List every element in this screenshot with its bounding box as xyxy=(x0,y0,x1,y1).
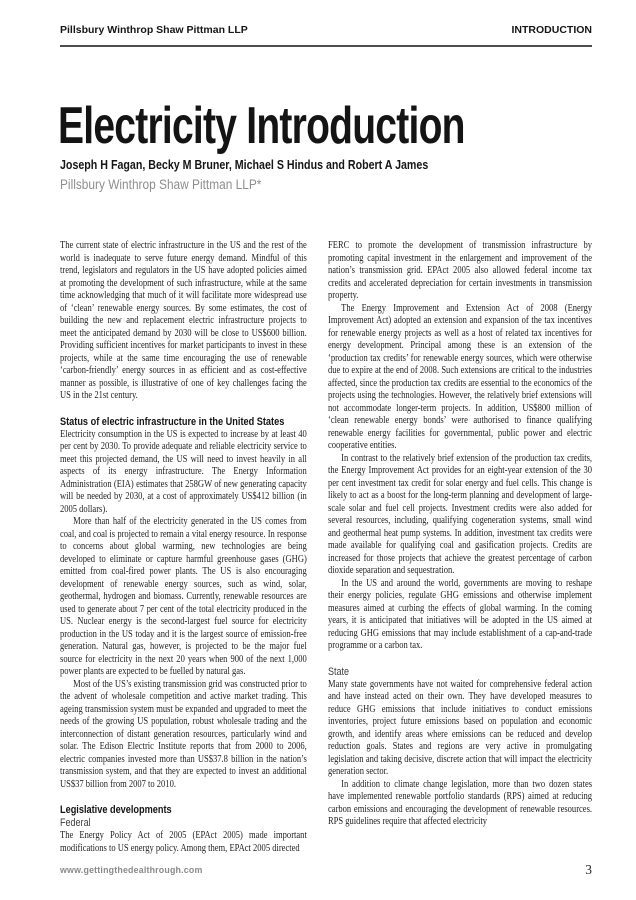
body-paragraph: Electricity consumption in the US is expected to increase by at least 40 per cent by 2030. To provide adequate and reliable electricity service to meet this projected demand, the US will need to invest heavily in all aspects of its energy infrastructure. The Energy Information Administration (EIA) estimates that 258GW of new generating capacity will be needed by 2030, at a cost of approximately US$412 billion (in 2005 dollars). xyxy=(60,428,307,515)
body-paragraph: More than half of the electricity generated in the US comes from coal, and coal is projected to remain a vital energy resource. In response to concerns about global warming, new technologies are being developed to eliminate or capture harmful greenhouse gases (GHG) emitted from coal-fired power plants. The US is also encouraging development of renewable energy sources, such as wind, solar, geothermal, hydrogen and biomass. Currently, renewable resources are used to generate about 7 per cent of the total electricity produced in the US. Nuclear energy is the second-largest fuel source for electricity production in the US today and it is the largest source of emission-free generation. Natural gas, however, is projected to be the major fuel source for electricity in the next 20 years when 900 of the next 1,000 power plants are expected to be fuelled by natural gas. xyxy=(60,516,307,677)
sub-heading: Federal xyxy=(60,817,91,829)
footer-url: www.gettingthedealthrough.com xyxy=(60,865,203,876)
body-paragraph: In addition to climate change legislation, more than two dozen states have implemented renewable portfolio standards (RPS) aimed at reducing carbon emissions and encouraging the development of renewable resources. RPS guidelines require that affected electricity xyxy=(328,778,593,827)
section-heading: Legislative developments xyxy=(60,804,172,816)
header-section-label: INTRODUCTION xyxy=(511,24,592,36)
right-column xyxy=(328,240,592,829)
header-rule xyxy=(60,45,592,47)
body-paragraph: FERC to promote the development of transmission infrastructure by promoting capital investment in the enlargement and improvement of the nation’s transmission grid. EPAct 2005 also allowed federal income tax credits and accelerated depreciation for certain investments in transmission property. xyxy=(328,240,593,301)
page-title: Electricity Introduction xyxy=(58,97,465,155)
body-paragraph: The current state of electric infrastructure in the US and the rest of the world is inadequate to serve future energy demand. Mindful of this trend, legislators and regulators in the US have adopted policies aimed at promoting the development of such infrastructure, while at the same time acknowledging that much of it will facilitate more widespread use of ‘clean’ renewable energy sources. By some estimates, the cost of building the new and replacement electric infrastructure projects to meet the anticipated demand by 2030 will be close to US$600 billion. Providing sufficient incentives for market participants to invest in these projects, while at the same time encouraging the use of renewable ‘carbon-friendly’ energy sources in as efficient and as cost-effective manner as possible, is illustrative of one of key challenges facing the US in the 21st century. xyxy=(60,240,307,401)
authors-line: Joseph H Fagan, Becky M Bruner, Michael S Hindus and Robert A James xyxy=(60,157,429,172)
body-paragraph: Many state governments have not waited for comprehensive federal action and have instead acted on their own. They have developed measures to reduce GHG emissions that include initiatives to conduct emissions inventories, project future emissions based on population and economic growth, and identify areas where emissions can be reduced and develop reduction goals. States and regions are very active in promulgating legislation and taking decisive, discrete action that will impact the electricity generation sector. xyxy=(328,678,593,777)
body-paragraph: In contrast to the relatively brief extension of the production tax credits, the Energy Improvement Act provides for an eight-year extension of the 30 per cent investment tax credit for solar energy and fuel cells. This change is likely to act as a boost for the long-term planning and development of large-scale solar and fuel cell projects. Investment credits were also added for several resources, including, qualifying cogeneration systems, small wind and geothermal heat pump systems. In addition, investment tax credits were made available for qualifying coal and gasification projects. Credits are increased for those projects that achieve the greatest percentage of carbon dioxide separation and sequestration. xyxy=(328,452,593,576)
section-heading: Status of electric infrastructure in the United States xyxy=(60,415,285,428)
left-column xyxy=(60,240,307,855)
body-paragraph: Most of the US’s existing transmission grid was constructed prior to the advent of wholesale competition and active market trading. This ageing transmission system must be expanded and upgraded to meet the needs of the growing US population, robust wholesale trading and the interconnection of distant generation resources, particularly wind and solar. The Edison Electric Institute reports that from 2000 to 2006, electric companies invested more than US$37.8 billion in the nation’s transmission system, and that they are expected to invest an additional US$37 billion from 2007 to 2010. xyxy=(60,678,307,790)
footer-page-number: 3 xyxy=(585,862,592,877)
body-paragraph: The Energy Improvement and Extension Act of 2008 (Energy Improvement Act) adopted an extension and expansion of the tax incentives for renewable energy projects as well as a host of related tax incentives for energy development. Principal among these is an extension of the ‘production tax credits’ for renewable energy sources, which were otherwise due to expire at the end of 2008. Such extensions are critical to the industries affected, since the production tax credits are essential to the economics of the projects using the technologies. However, the relatively brief extensions will not accommodate longer-term projects. In addition, US$800 million of ‘clean renewable energy bonds’ were authorised to finance qualifying renewable energy facilities for governmental, public power and electric cooperative entities. xyxy=(328,302,593,451)
affiliation-line: Pillsbury Winthrop Shaw Pittman LLP* xyxy=(60,177,262,192)
body-paragraph: In the US and around the world, governments are moving to reshape their energy policies, regulate GHG emissions and otherwise implement measures aimed at curbing the effects of global warming. In the coming years, it is anticipated that initiatives will be adopted in the US aimed at reducing GHG emissions that may include establishment of a cap-and-trade programme or a carbon tax. xyxy=(328,577,593,651)
sub-heading: State xyxy=(328,665,350,678)
body-columns xyxy=(60,240,592,870)
body-paragraph: The Energy Policy Act of 2005 (EPAct 2005) made important modifications to US energy policy. Among them, EPAct 2005 directed xyxy=(60,830,307,854)
running-header xyxy=(60,25,592,36)
header-firm-name: Pillsbury Winthrop Shaw Pittman LLP xyxy=(60,24,248,36)
